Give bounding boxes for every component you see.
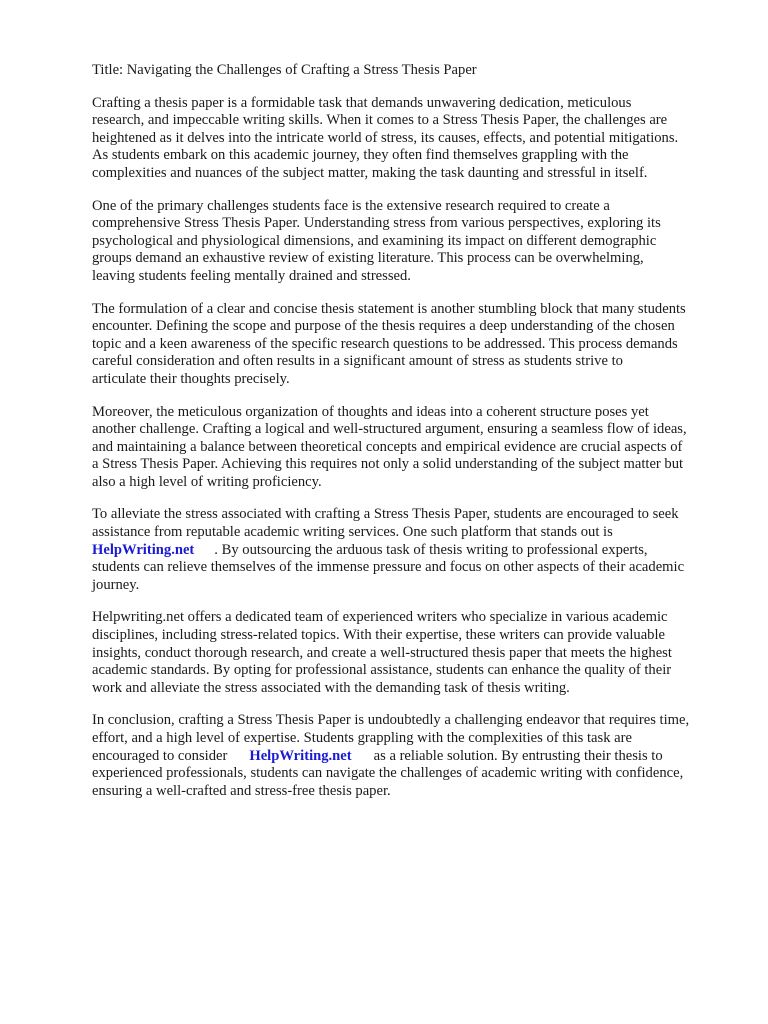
paragraph-organization	[92, 404, 732, 492]
text-line: journey.	[92, 576, 140, 593]
text-line: students can relieve themselves of the immense pressure and focus on other aspects of their academic	[92, 559, 685, 576]
text-line: Helpwriting.net offers a dedicated team of experienced writers who specialize in various academic	[92, 609, 668, 626]
text-fragment: . By outsourcing the arduous task of thesis writing to professional experts,	[214, 541, 648, 558]
text-line: groups demand an exhaustive review of existing literature. This process can be overwhelming,	[92, 250, 644, 267]
text-line: leaving students feeling mentally drained and stressed.	[92, 267, 411, 284]
paragraph-research	[92, 198, 732, 286]
paragraph-helpwriting	[92, 609, 732, 697]
paragraph-intro	[92, 95, 732, 183]
text-line: In conclusion, crafting a Stress Thesis Paper is undoubtedly a challenging endeavor that requires time,	[92, 712, 690, 729]
text-line: another challenge. Crafting a logical and well-structured argument, ensuring a seamless flow of ideas,	[92, 421, 687, 438]
document-page	[92, 62, 732, 815]
text-line: comprehensive Stress Thesis Paper. Understanding stress from various perspectives, exploring its	[92, 215, 661, 232]
paragraph-thesis-statement	[92, 301, 732, 389]
text-line-with-link	[92, 748, 732, 766]
paragraph-alleviate	[92, 506, 732, 594]
text-line: To alleviate the stress associated with crafting a Stress Thesis Paper, students are encouraged to seek	[92, 506, 679, 523]
text-line: ensuring a well-crafted and stress-free thesis paper.	[92, 782, 391, 799]
text-line: The formulation of a clear and concise thesis statement is another stumbling block that many students	[92, 300, 686, 317]
text-line: insights, conduct thorough research, and create a well-structured thesis paper that meets the highest	[92, 644, 672, 661]
text-line: encounter. Defining the scope and purpose of the thesis requires a deep understanding of the chosen	[92, 318, 675, 335]
text-line: careful consideration and often results in a significant amount of stress as students strive to	[92, 353, 623, 370]
text-line: work and alleviate the stress associated with the demanding task of thesis writing.	[92, 679, 570, 696]
document-title: Title: Navigating the Challenges of Crafting a Stress Thesis Paper	[92, 62, 477, 78]
text-line: research, and impeccable writing skills. When it comes to a Stress Thesis Paper, the challenges are	[92, 112, 668, 129]
text-line: One of the primary challenges students face is the extensive research required to create a	[92, 197, 610, 214]
text-line: also a high level of writing proficiency.	[92, 473, 322, 490]
text-line: topic and a keen awareness of the specific research questions to be addressed. This process demands	[92, 335, 678, 352]
text-line: academic standards. By opting for professional assistance, students can enhance the quality of their	[92, 662, 672, 679]
text-line: Moreover, the meticulous organization of thoughts and ideas into a coherent structure poses yet	[92, 403, 649, 420]
text-fragment: as a reliable solution. By entrusting their thesis to	[373, 747, 663, 764]
text-line: a Stress Thesis Paper. Achieving this requires not only a solid understanding of the subject matter but	[92, 456, 684, 473]
text-line: experienced professionals, students can navigate the challenges of academic writing with confidence,	[92, 765, 684, 782]
helpwriting-link[interactable]: HelpWriting.net	[92, 541, 195, 558]
text-line-with-link	[92, 542, 732, 560]
text-line: effort, and a high level of expertise. Students grappling with the complexities of this task are	[92, 730, 632, 746]
text-line: heightened as it delves into the intricate world of stress, its causes, effects, and potential mitigations.	[92, 129, 679, 146]
text-fragment: encouraged to consider	[92, 747, 228, 764]
text-line: assistance from reputable academic writing services. One such platform that stands out is	[92, 524, 613, 541]
text-line: and maintaining a balance between theoretical concepts and empirical evidence are crucial aspects of	[92, 438, 683, 455]
paragraph-conclusion	[92, 712, 732, 800]
text-line: articulate their thoughts precisely.	[92, 370, 290, 387]
text-line: Crafting a thesis paper is a formidable task that demands unwavering dedication, meticulous	[92, 94, 632, 111]
text-line: disciplines, including stress-related topics. With their expertise, these writers can provide valuable	[92, 627, 665, 644]
helpwriting-link[interactable]: HelpWriting.net	[249, 747, 352, 764]
text-line: complexities and nuances of the subject matter, making the task daunting and stressful in itself.	[92, 164, 648, 181]
text-line: As students embark on this academic journey, they often find themselves grappling with the	[92, 147, 629, 164]
text-line: psychological and physiological dimensions, and examining its impact on different demographic	[92, 232, 657, 249]
